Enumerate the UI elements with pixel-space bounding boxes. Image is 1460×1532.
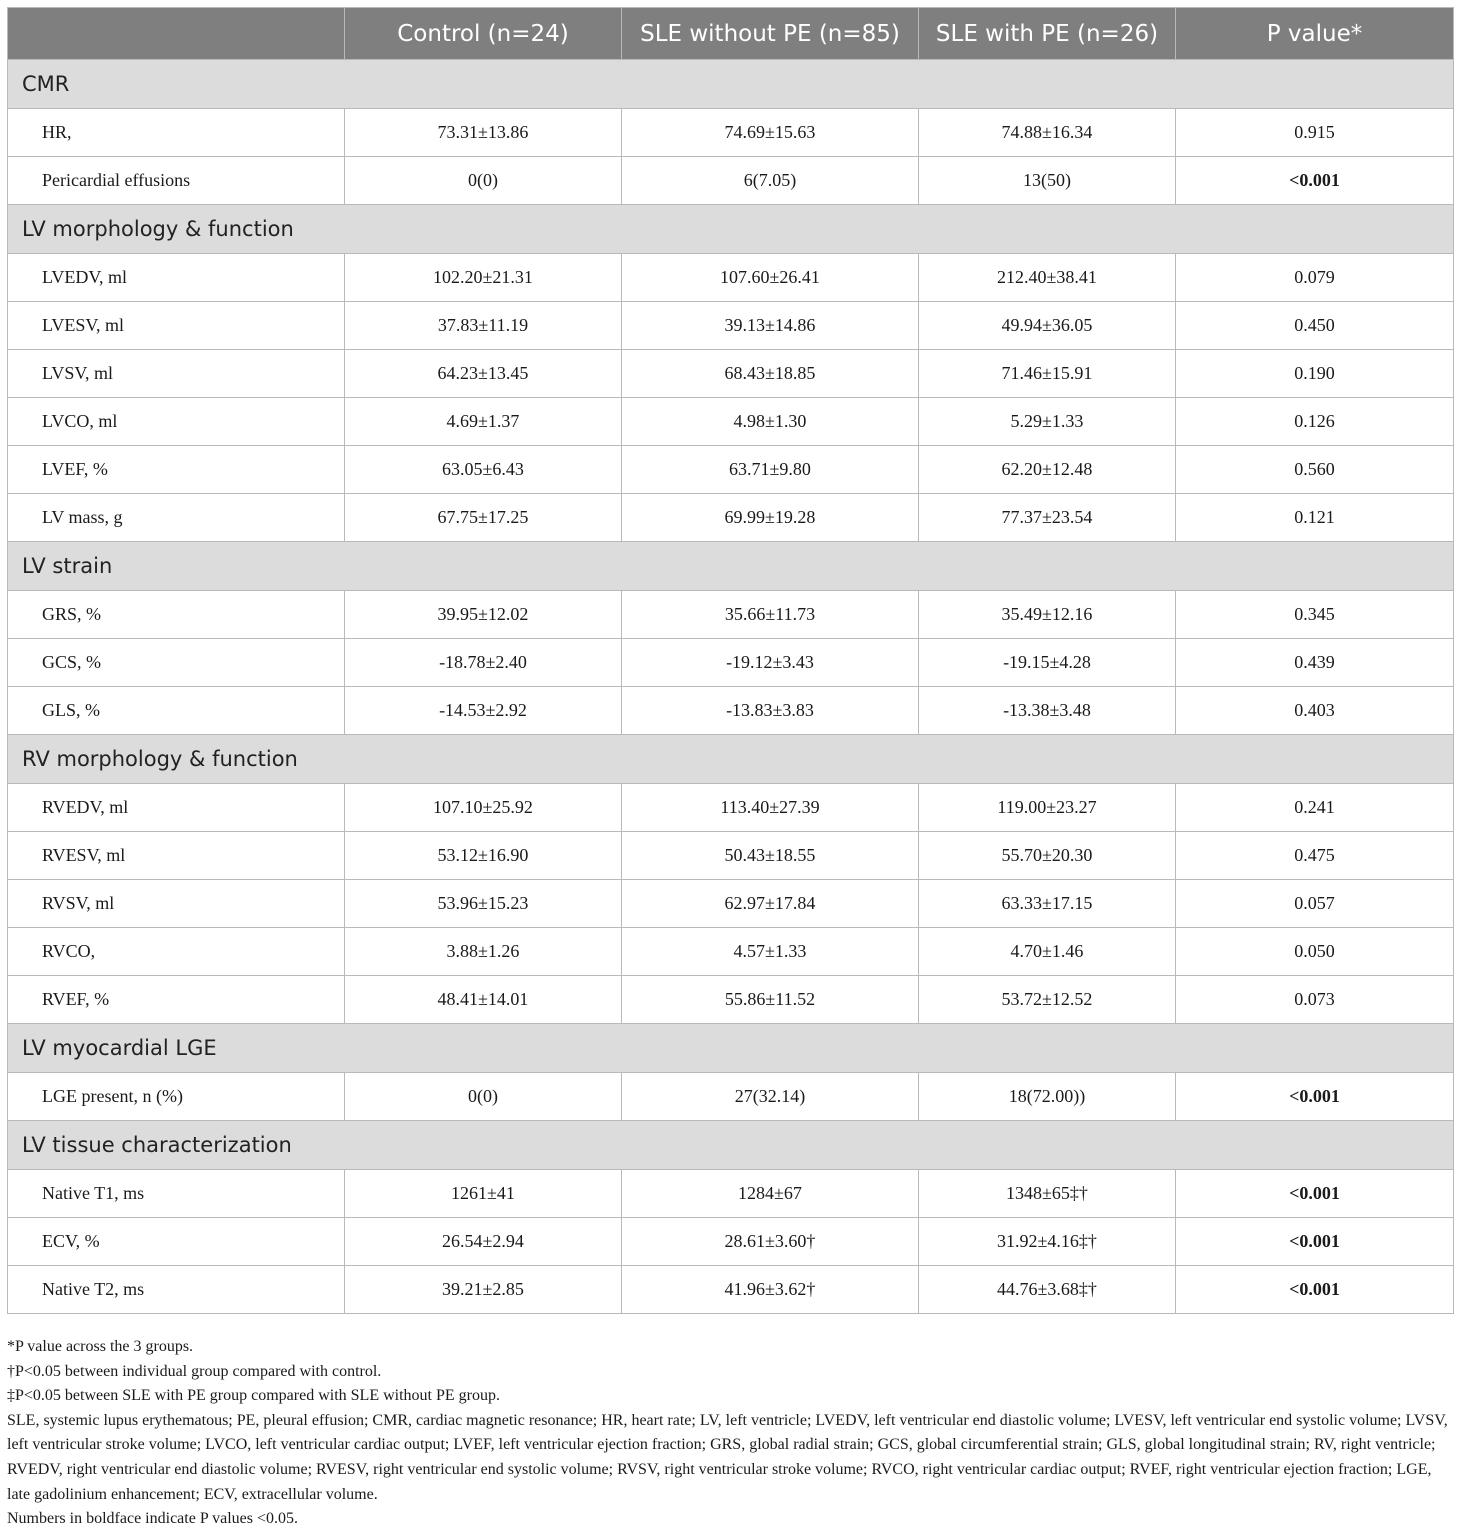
value-cell: 4.57±1.33 <box>622 928 919 976</box>
row-label: GLS, % <box>8 687 345 735</box>
p-value-cell: 0.126 <box>1176 398 1454 446</box>
value-cell: 74.88±16.34 <box>919 109 1176 157</box>
value-cell: 3.88±1.26 <box>345 928 622 976</box>
value-cell: 50.43±18.55 <box>622 832 919 880</box>
table-row <box>8 591 1454 639</box>
value-cell: 71.46±15.91 <box>919 350 1176 398</box>
table-row <box>8 1266 1454 1314</box>
value-cell: 41.96±3.62† <box>622 1266 919 1314</box>
value-cell: 37.83±11.19 <box>345 302 622 350</box>
p-value-cell: 0.450 <box>1176 302 1454 350</box>
table-row <box>8 687 1454 735</box>
value-cell: 73.31±13.86 <box>345 109 622 157</box>
row-label: ECV, % <box>8 1218 345 1266</box>
results-table <box>7 7 1454 1314</box>
row-label: HR, <box>8 109 345 157</box>
value-cell: 119.00±23.27 <box>919 784 1176 832</box>
value-cell: -14.53±2.92 <box>345 687 622 735</box>
p-value-cell: 0.079 <box>1176 254 1454 302</box>
footnote: Numbers in boldface indicate P values <0.05. <box>7 1510 299 1528</box>
header-cell-empty <box>8 8 345 60</box>
table-row <box>8 1073 1454 1121</box>
section-row <box>8 205 1454 254</box>
row-label: LVEDV, ml <box>8 254 345 302</box>
p-value-cell: <0.001 <box>1176 1170 1454 1218</box>
value-cell: 113.40±27.39 <box>622 784 919 832</box>
value-cell: 53.96±15.23 <box>345 880 622 928</box>
footnote-abbreviations: SLE, systemic lupus erythematous; PE, pleural effusion; CMR, cardiac magnetic resonance; HR, heart rate; LV, left ventricle; LVEDV, left ventricular end diastolic volume; LVESV, left ventricular end systolic volume; LVSV, left ventricular stroke volume; LVCO, left ventricular cardiac output; LVEF, left ventricular ejection fraction; GRS, global radial strain; GCS, global circumferential strain; GLS, global longitudinal strain; RV, right ventricle; RVEDV, right ventricular end diastolic volume; RVESV, right ventricular end systolic volume; RVSV, right ventricular stroke volume; RVCO, right ventricular cardiac output; RVEF, right ventricular ejection fraction; LGE, late gadolinium enhancement; ECV, extracellular volume. <box>7 1411 1448 1503</box>
row-label: LVESV, ml <box>8 302 345 350</box>
p-value-cell: 0.190 <box>1176 350 1454 398</box>
table-row <box>8 928 1454 976</box>
table-row <box>8 350 1454 398</box>
value-cell: 35.49±12.16 <box>919 591 1176 639</box>
value-cell: 62.20±12.48 <box>919 446 1176 494</box>
row-label: RVCO, <box>8 928 345 976</box>
value-cell: 212.40±38.41 <box>919 254 1176 302</box>
p-value-cell: 0.121 <box>1176 494 1454 542</box>
value-cell: 0(0) <box>345 1073 622 1121</box>
table-row <box>8 254 1454 302</box>
value-cell: 1261±41 <box>345 1170 622 1218</box>
value-cell: 62.97±17.84 <box>622 880 919 928</box>
row-label: RVESV, ml <box>8 832 345 880</box>
value-cell: 63.33±17.15 <box>919 880 1176 928</box>
table-row <box>8 1218 1454 1266</box>
value-cell: 4.70±1.46 <box>919 928 1176 976</box>
header-cell-sle-without-pe: SLE without PE (n=85) <box>622 8 919 60</box>
table-body <box>8 60 1454 1314</box>
value-cell: -19.12±3.43 <box>622 639 919 687</box>
table-row <box>8 639 1454 687</box>
p-value-cell: <0.001 <box>1176 1218 1454 1266</box>
header-cell-p-value: P value* <box>1176 8 1454 60</box>
value-cell: 53.72±12.52 <box>919 976 1176 1024</box>
section-title: LV strain <box>8 542 1454 591</box>
value-cell: 69.99±19.28 <box>622 494 919 542</box>
table-row <box>8 398 1454 446</box>
p-value-cell: 0.915 <box>1176 109 1454 157</box>
p-value-cell: <0.001 <box>1176 1266 1454 1314</box>
row-label: GRS, % <box>8 591 345 639</box>
table-row <box>8 302 1454 350</box>
row-label: LVCO, ml <box>8 398 345 446</box>
header-row <box>8 8 1454 60</box>
table-row <box>8 976 1454 1024</box>
table-row <box>8 880 1454 928</box>
p-value-cell: 0.475 <box>1176 832 1454 880</box>
value-cell: 0(0) <box>345 157 622 205</box>
value-cell: 102.20±21.31 <box>345 254 622 302</box>
value-cell: 74.69±15.63 <box>622 109 919 157</box>
value-cell: 4.98±1.30 <box>622 398 919 446</box>
table-container <box>7 7 1453 1314</box>
p-value-cell: 0.050 <box>1176 928 1454 976</box>
row-label: LGE present, n (%) <box>8 1073 345 1121</box>
value-cell: 26.54±2.94 <box>345 1218 622 1266</box>
value-cell: 55.86±11.52 <box>622 976 919 1024</box>
table-row <box>8 446 1454 494</box>
value-cell: 64.23±13.45 <box>345 350 622 398</box>
value-cell: 35.66±11.73 <box>622 591 919 639</box>
value-cell: 55.70±20.30 <box>919 832 1176 880</box>
value-cell: 39.21±2.85 <box>345 1266 622 1314</box>
value-cell: 4.69±1.37 <box>345 398 622 446</box>
table-row <box>8 784 1454 832</box>
row-label: RVSV, ml <box>8 880 345 928</box>
header-cell-control: Control (n=24) <box>345 8 622 60</box>
value-cell: 107.60±26.41 <box>622 254 919 302</box>
value-cell: 39.13±14.86 <box>622 302 919 350</box>
section-title: LV tissue characterization <box>8 1121 1454 1170</box>
value-cell: 107.10±25.92 <box>345 784 622 832</box>
row-label: GCS, % <box>8 639 345 687</box>
p-value-cell: <0.001 <box>1176 1073 1454 1121</box>
p-value-cell: 0.241 <box>1176 784 1454 832</box>
value-cell: -13.83±3.83 <box>622 687 919 735</box>
footnote: ‡P<0.05 between SLE with PE group compared with SLE without PE group. <box>7 1387 500 1405</box>
section-row <box>8 1121 1454 1170</box>
value-cell: 1348±65‡† <box>919 1170 1176 1218</box>
value-cell: 63.05±6.43 <box>345 446 622 494</box>
p-value-cell: 0.345 <box>1176 591 1454 639</box>
section-row <box>8 60 1454 109</box>
value-cell: 68.43±18.85 <box>622 350 919 398</box>
section-title: RV morphology & function <box>8 735 1454 784</box>
footnotes <box>7 1335 1453 1532</box>
row-label: LVEF, % <box>8 446 345 494</box>
value-cell: 77.37±23.54 <box>919 494 1176 542</box>
section-row <box>8 1024 1454 1073</box>
value-cell: 13(50) <box>919 157 1176 205</box>
value-cell: -18.78±2.40 <box>345 639 622 687</box>
p-value-cell: 0.057 <box>1176 880 1454 928</box>
value-cell: 6(7.05) <box>622 157 919 205</box>
footnote: *P value across the 3 groups. <box>7 1338 194 1355</box>
section-row <box>8 735 1454 784</box>
value-cell: 44.76±3.68‡† <box>919 1266 1176 1314</box>
row-label: RVEF, % <box>8 976 345 1024</box>
value-cell: -13.38±3.48 <box>919 687 1176 735</box>
section-row <box>8 542 1454 591</box>
value-cell: 31.92±4.16‡† <box>919 1218 1176 1266</box>
p-value-cell: 0.560 <box>1176 446 1454 494</box>
p-value-cell: 0.073 <box>1176 976 1454 1024</box>
section-title: CMR <box>8 60 1454 109</box>
table-row <box>8 109 1454 157</box>
header-cell-sle-with-pe: SLE with PE (n=26) <box>919 8 1176 60</box>
row-label: Native T2, ms <box>8 1266 345 1314</box>
table-row <box>8 157 1454 205</box>
row-label: Pericardial effusions <box>8 157 345 205</box>
section-title: LV myocardial LGE <box>8 1024 1454 1073</box>
footnote: †P<0.05 between individual group compared with control. <box>7 1362 382 1380</box>
p-value-cell: 0.403 <box>1176 687 1454 735</box>
value-cell: 39.95±12.02 <box>345 591 622 639</box>
table-row <box>8 832 1454 880</box>
row-label: RVEDV, ml <box>8 784 345 832</box>
value-cell: 1284±67 <box>622 1170 919 1218</box>
value-cell: 67.75±17.25 <box>345 494 622 542</box>
value-cell: 53.12±16.90 <box>345 832 622 880</box>
section-title: LV morphology & function <box>8 205 1454 254</box>
value-cell: 27(32.14) <box>622 1073 919 1121</box>
p-value-cell: 0.439 <box>1176 639 1454 687</box>
value-cell: 28.61±3.60† <box>622 1218 919 1266</box>
value-cell: -19.15±4.28 <box>919 639 1176 687</box>
value-cell: 49.94±36.05 <box>919 302 1176 350</box>
table-row <box>8 494 1454 542</box>
value-cell: 18(72.00)) <box>919 1073 1176 1121</box>
p-value-cell: <0.001 <box>1176 157 1454 205</box>
value-cell: 48.41±14.01 <box>345 976 622 1024</box>
table-row <box>8 1170 1454 1218</box>
row-label: LV mass, g <box>8 494 345 542</box>
row-label: Native T1, ms <box>8 1170 345 1218</box>
value-cell: 5.29±1.33 <box>919 398 1176 446</box>
row-label: LVSV, ml <box>8 350 345 398</box>
value-cell: 63.71±9.80 <box>622 446 919 494</box>
